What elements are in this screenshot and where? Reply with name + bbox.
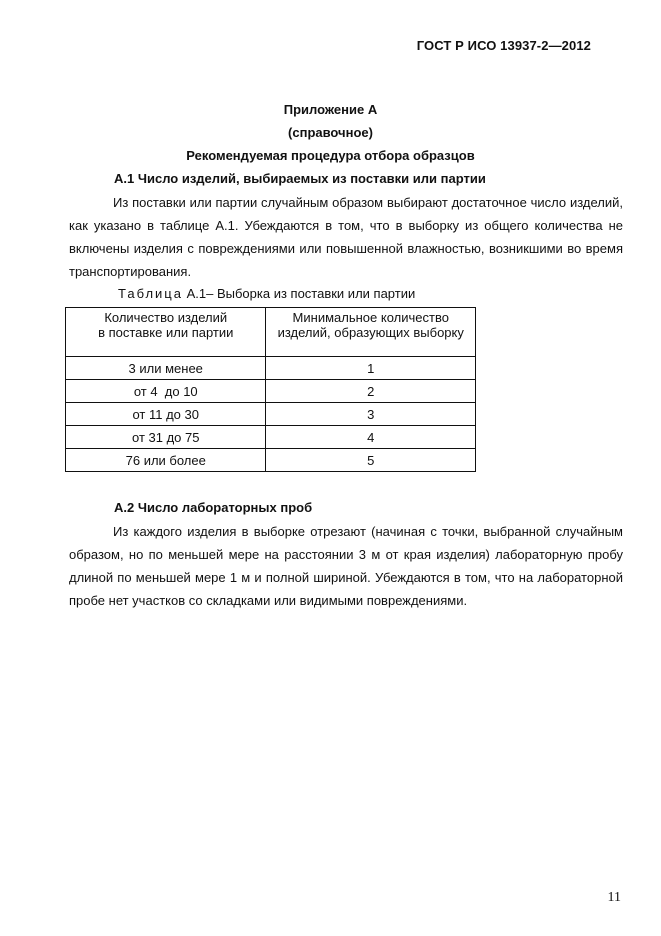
table-cell: 3 или менее [66,357,266,380]
table-caption-label: Таблица [118,286,183,301]
header-line: в поставке или партии [98,325,234,340]
table-row [66,449,476,472]
table-row [66,380,476,403]
table-caption [118,286,415,301]
table-cell: 3 [266,403,476,426]
header-line: Количество изделий [104,310,228,325]
table-cell: 76 или более [66,449,266,472]
appendix-title: Приложение А [283,102,378,117]
table-header-cell [266,308,476,357]
standard-code: ГОСТ Р ИСО 13937-2—2012 [416,38,591,53]
sample-table [65,307,476,472]
table-cell: 4 [266,426,476,449]
table-cell: 1 [266,357,476,380]
section-a1-paragraph: Из поставки или партии случайным образом выбирают достаточное число изделий, как указано в таблице А.1. Убеждаются в том, что в выборку из общего количества не включены изделия с повреждениями или повышенной влажностью, возникшими во время транспортирования. [69,195,623,279]
table-cell: от 31 до 75 [66,426,266,449]
header-line: изделий, образующих выборку [277,325,464,340]
section-a2-paragraph: Из каждого изделия в выборке отрезают (начиная с точки, выбранной случайным образом, но по меньшей мере на расстоянии 3 м от края изделия) лабораторную пробу длиной по меньшей мере 1 м и полной шириной. Убеждаются в том, что на лабораторной пробе нет участков со складками или видимыми повреждениями. [69,524,623,608]
section-a2-heading: А.2 Число лабораторных проб [114,500,313,515]
table-caption-text: А.1– Выборка из поставки или партии [186,286,416,301]
table-row [66,403,476,426]
header-line: Минимальное количество [292,310,449,325]
table-header-row [66,308,476,357]
page-number: 11 [607,890,621,905]
table-cell: от 4 до 10 [66,380,266,403]
table-cell: от 11 до 30 [66,403,266,426]
appendix-heading: Рекомендуемая процедура отбора образцов [186,148,475,163]
table-row [66,426,476,449]
table-header-cell [66,308,266,357]
section-a1-heading: А.1 Число изделий, выбираемых из поставки или партии [114,171,486,186]
appendix-subtitle: (справочное) [288,125,373,140]
table-row [66,357,476,380]
table-cell: 2 [266,380,476,403]
table-cell: 5 [266,449,476,472]
